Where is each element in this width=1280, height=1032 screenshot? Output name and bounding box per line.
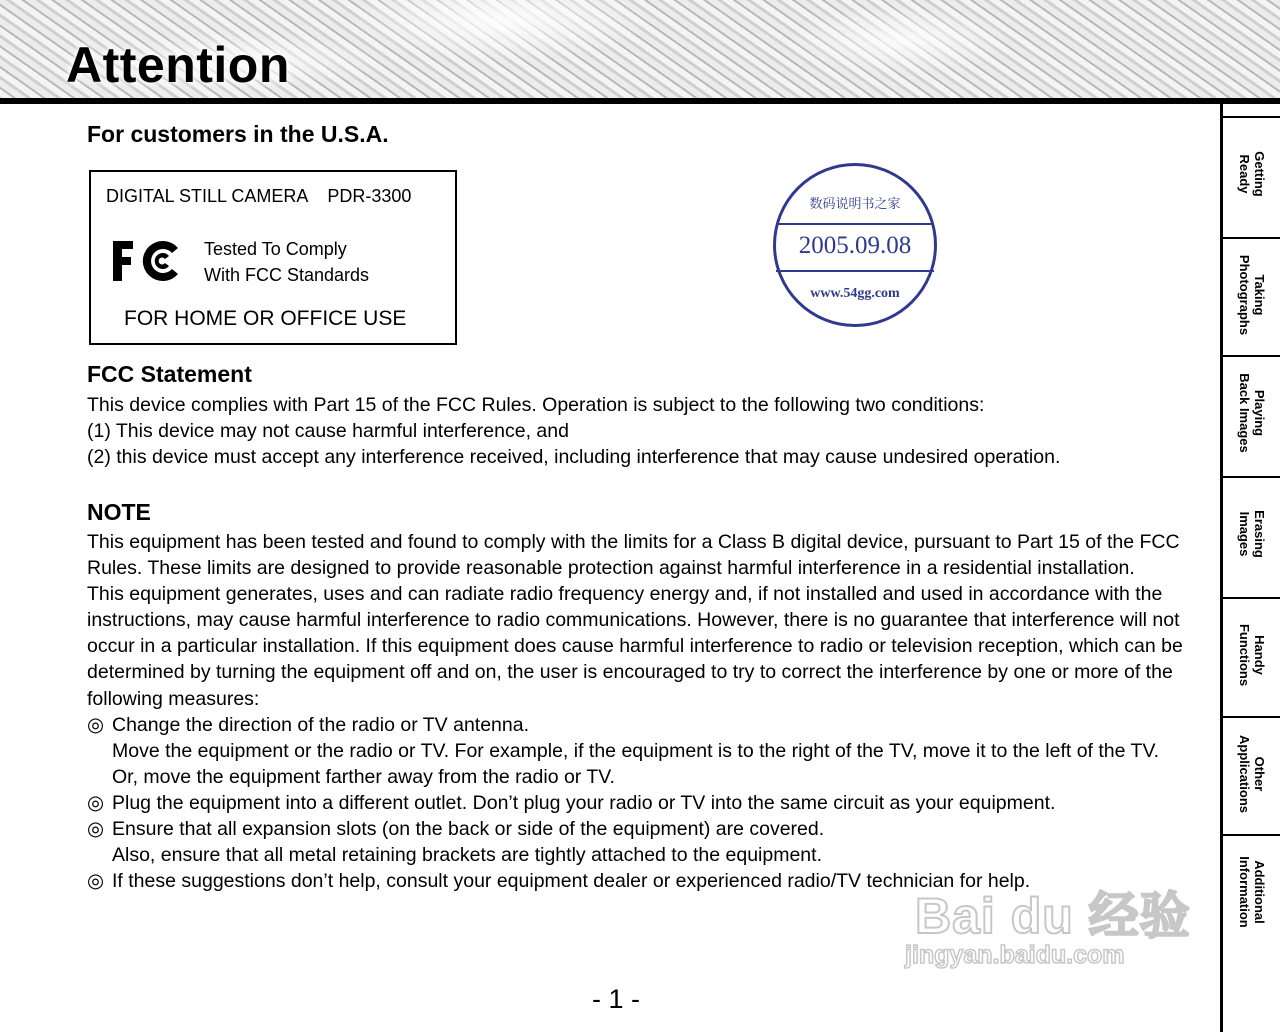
measure-extra-text: Also, ensure that all metal retaining brackets are tightly attached to the equipment. xyxy=(112,844,822,867)
sidebar-tab-label-line2: Information xyxy=(1236,856,1252,928)
sidebar-tab-label xyxy=(1237,373,1267,453)
fcc-logo-icon xyxy=(111,236,181,286)
stamp-date: 2005.09.08 xyxy=(798,232,912,259)
measure-item xyxy=(87,712,1202,790)
measure-text: If these suggestions don’t help, consult your equipment dealer or experienced radio/TV technician for help. xyxy=(112,870,1031,893)
section-title: For customers in the U.S.A. xyxy=(87,121,389,147)
sidebar-tab-label-line2: Back Images xyxy=(1236,373,1252,453)
bullet-icon: ◎ xyxy=(87,791,105,814)
note-body xyxy=(87,529,1202,894)
watermark-url: jingyan.baidu.com xyxy=(905,941,1125,969)
sidebar-tab-label-line1: Additional xyxy=(1251,860,1267,924)
bullet-icon: ◎ xyxy=(87,818,105,841)
sidebar-tab-label-line1: Getting xyxy=(1251,151,1267,197)
fcc-statement-body xyxy=(87,392,1202,470)
page-title: Attention xyxy=(66,37,290,93)
sidebar-tab-other[interactable] xyxy=(1223,716,1280,832)
sidebar-tab-label-line1: Other xyxy=(1251,756,1267,792)
label-tested-line2: With FCC Standards xyxy=(204,265,370,285)
sidebar-tab-label-line1: Playing xyxy=(1251,389,1267,437)
measure-item xyxy=(87,868,1202,894)
header-banner xyxy=(0,0,1280,100)
fcc-statement-line: This device complies with Part 15 of the FCC Rules. Operation is subject to the following two conditions: xyxy=(87,394,985,416)
stamp-url: www.54gg.com xyxy=(810,286,900,301)
bullet-icon: ◎ xyxy=(87,870,105,893)
measure-text: Ensure that all expansion slots (on the back or side of the equipment) are covered. xyxy=(112,818,825,841)
sidebar-tab-label-line1: Taking xyxy=(1251,274,1267,316)
watermark-logo-text: Bai du 经验 xyxy=(915,888,1191,944)
label-tested-line1: Tested To Comply xyxy=(204,239,347,259)
sidebar-tab-erasing[interactable] xyxy=(1223,476,1280,592)
sidebar-tab-getting[interactable] xyxy=(1223,116,1280,232)
sidebar-tab-label xyxy=(1237,735,1267,813)
measure-item xyxy=(87,790,1202,816)
sidebar-tab-label xyxy=(1237,151,1267,197)
sidebar-tab-taking[interactable] xyxy=(1223,237,1280,353)
label-tested xyxy=(204,236,369,288)
date-stamp xyxy=(773,163,937,327)
fcc-statement-line: (2) this device must accept any interference received, including interference that may cause undesired operation. xyxy=(87,446,1061,469)
sidebar-tab-label-line1: Handy xyxy=(1251,635,1267,675)
label-model-line: DIGITAL STILL CAMERA PDR-3300 xyxy=(106,186,412,206)
sidebar-tab-playing[interactable] xyxy=(1223,355,1280,471)
measure-extra-text: Or, move the equipment farther away from the radio or TV. xyxy=(112,765,615,788)
sidebar-tab-label xyxy=(1237,624,1267,686)
sidebar-tab-label xyxy=(1237,255,1267,335)
sidebar-tab-label-line2: Ready xyxy=(1236,154,1252,194)
sidebar-tab-label-line2: Images xyxy=(1236,511,1252,557)
sidebar-tab-label-line2: Functions xyxy=(1236,623,1252,687)
measure-text: Plug the equipment into a different outlet. Don’t plug your radio or TV into the same circuit as your equipment. xyxy=(112,791,1056,814)
note-paragraph-2: This equipment generates, uses and can radiate radio frequency energy and, if not installed and used in accordance with the instructions, may cause harmful interference to radio communications. However, there is no guarantee that interference will not occur in a particular installation. If this equipment does cause harmful interference to radio or television reception, which can be determined by turning the equipment off and on, the user is encouraged to try to correct the interference by one or more of the following measures: xyxy=(87,583,1183,710)
note-paragraph-1: This equipment has been tested and found to comply with the limits for a Class B digital device, pursuant to Part 15 of the FCC Rules. These limits are designed to provide reasonable protection against harmful interference in a residential installation. xyxy=(87,531,1180,580)
fcc-label-box xyxy=(89,170,457,345)
measure-text: Change the direction of the radio or TV antenna. xyxy=(112,713,530,736)
page-number: - 1 - xyxy=(591,984,640,1014)
stamp-name: 数码说明书之家 xyxy=(809,197,901,212)
sidebar-tab-handy[interactable] xyxy=(1223,597,1280,713)
sidebar-tab-label-line2: Applications xyxy=(1236,734,1252,814)
sidebar-tab-label-line2: Photographs xyxy=(1236,254,1252,336)
sidebar-tab-label xyxy=(1237,510,1267,558)
fcc-statement-heading: FCC Statement xyxy=(87,361,252,387)
stamp-band-bottom xyxy=(776,270,934,272)
measure-item xyxy=(87,816,1202,868)
label-use-line: FOR HOME OR OFFICE USE xyxy=(124,307,407,330)
sidebar-tab-additional[interactable] xyxy=(1223,834,1280,950)
header-rule xyxy=(0,98,1280,104)
sidebar-tab-label-line1: Erasing xyxy=(1251,510,1267,558)
measure-extra-text: Move the equipment or the radio or TV. For example, if the equipment is to the right of the TV, move it to the left of the TV. xyxy=(112,739,1160,762)
fcc-statement-line: (1) This device may not cause harmful interference, and xyxy=(87,420,569,443)
measures-list xyxy=(87,712,1202,895)
stamp-band-top xyxy=(776,223,934,225)
bullet-icon: ◎ xyxy=(87,713,105,736)
sidebar-tab-label xyxy=(1237,856,1267,928)
note-heading: NOTE xyxy=(87,499,151,525)
